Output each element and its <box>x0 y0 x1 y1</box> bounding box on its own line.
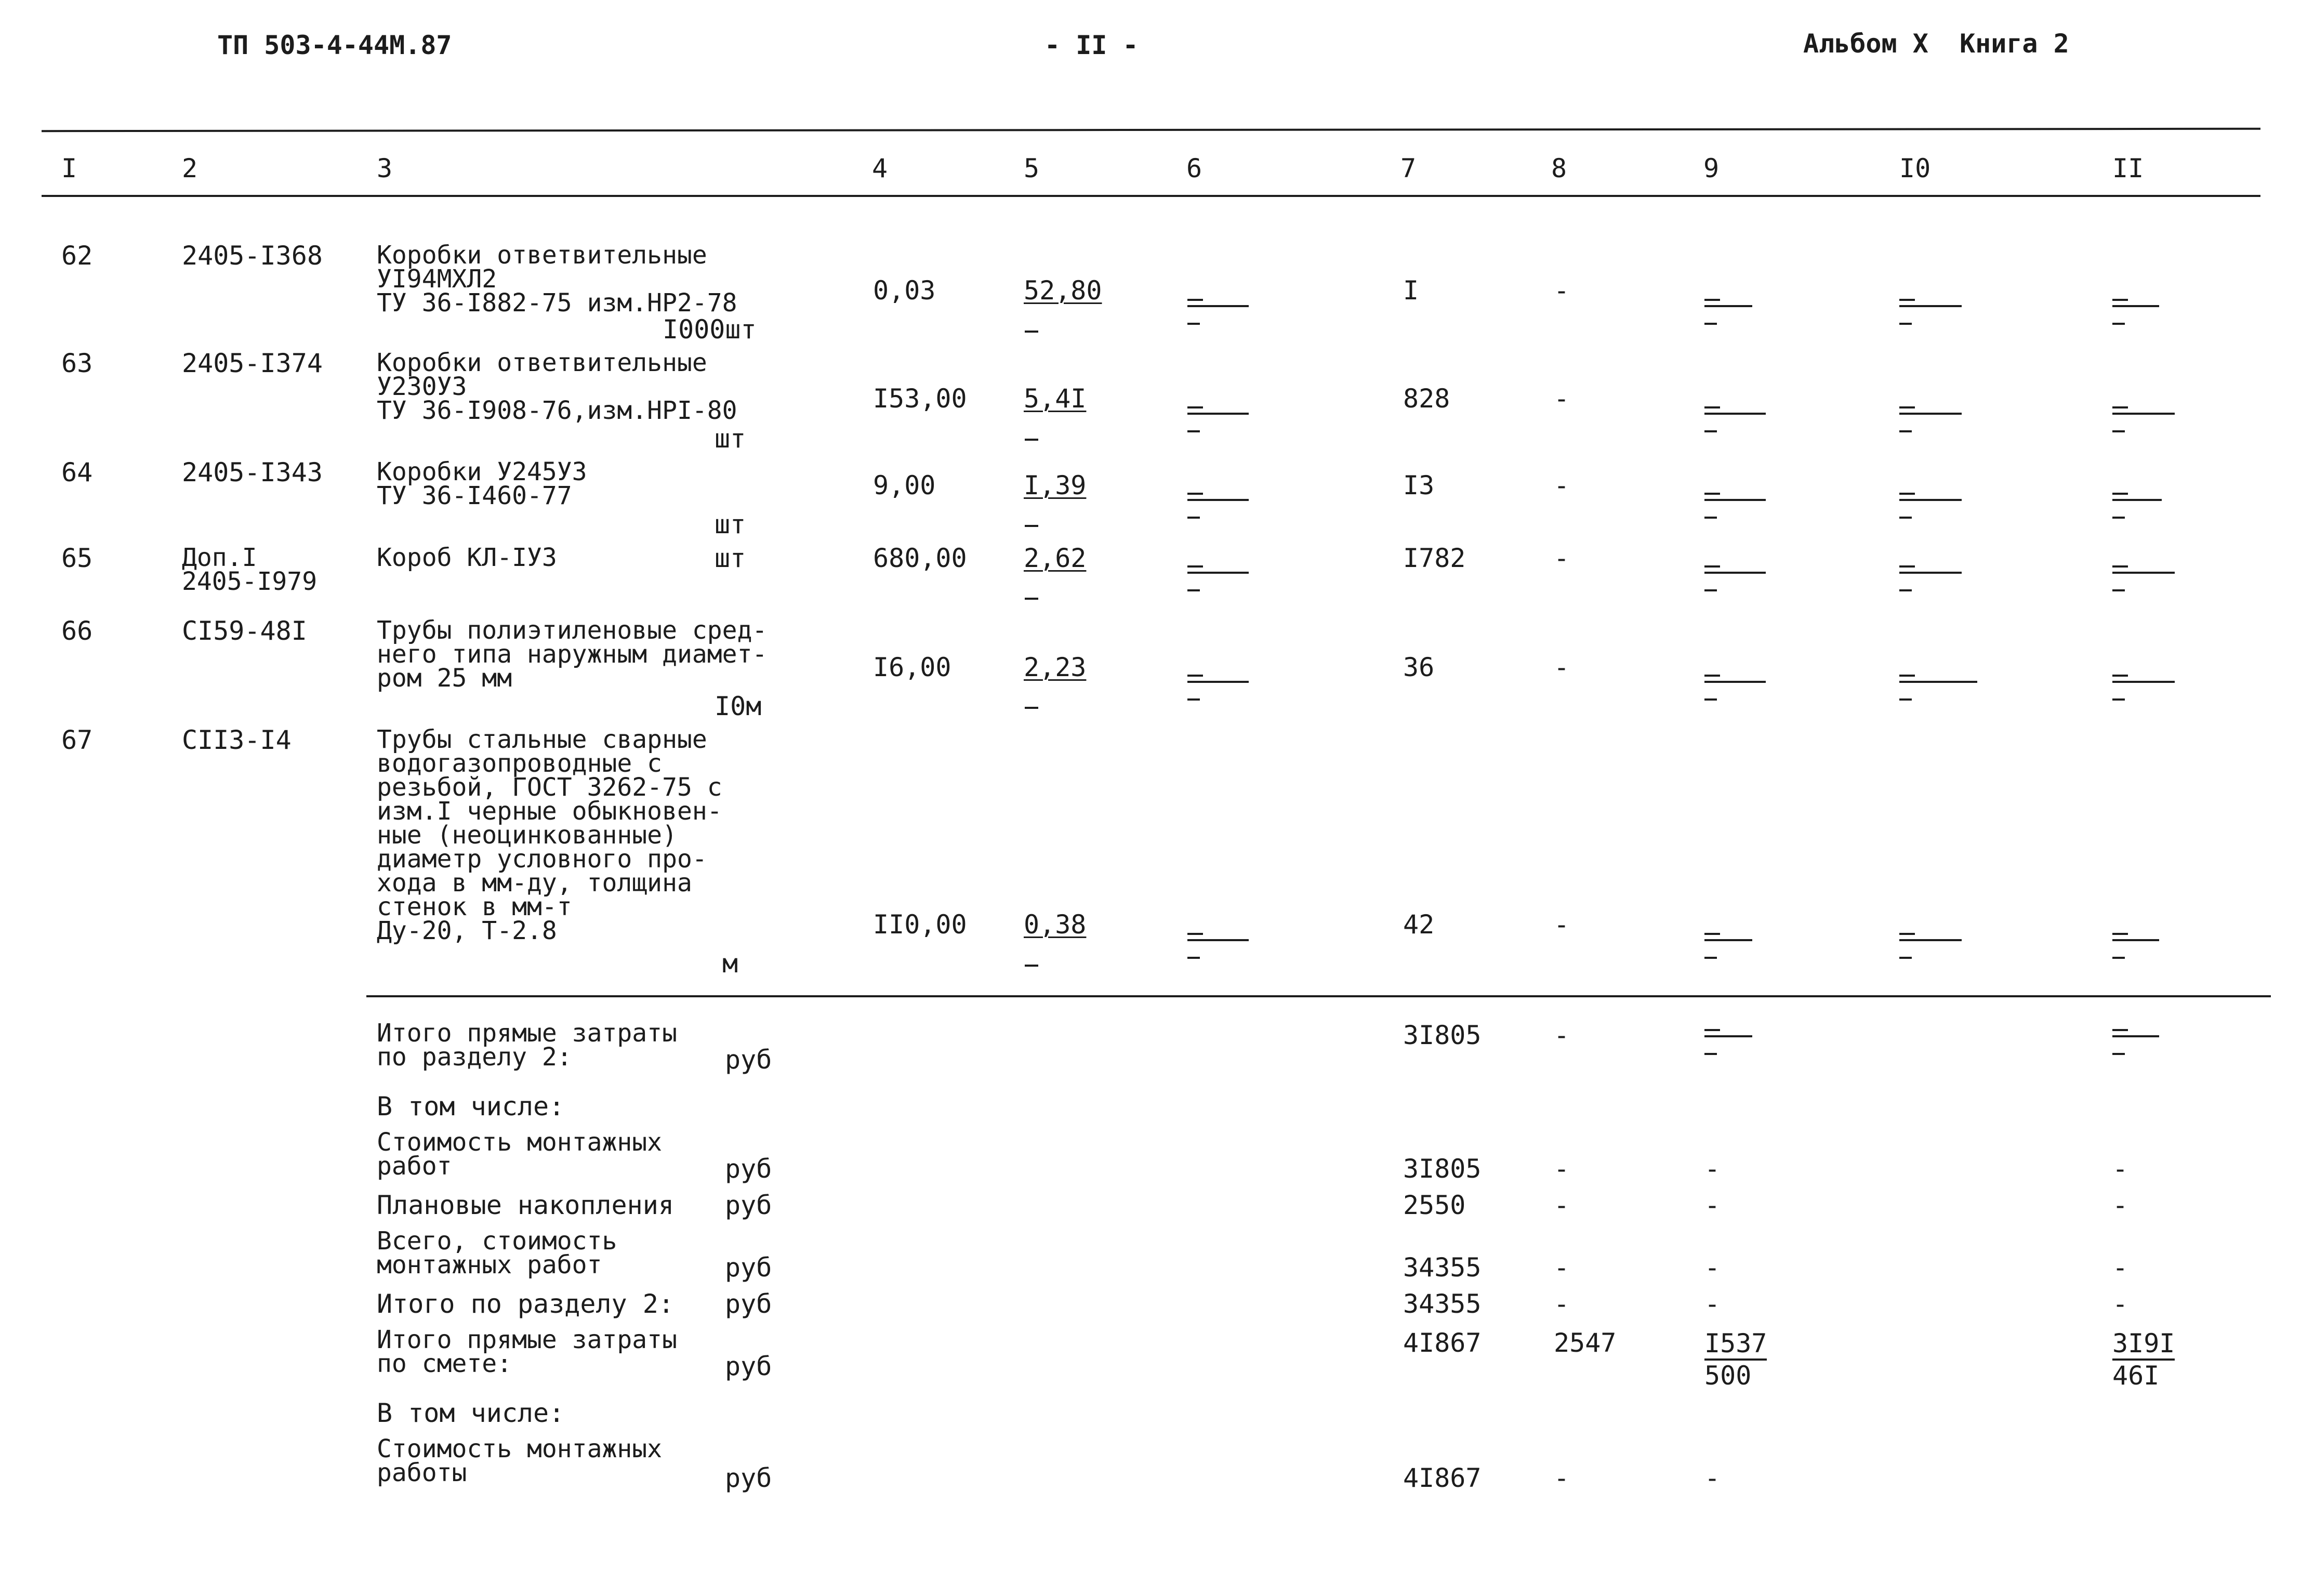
total-col11: - <box>2112 1252 2128 1283</box>
total-col8: - <box>1554 1289 1570 1319</box>
col9-fraction-dash <box>1704 917 1736 964</box>
col9-fraction-dash <box>1704 477 1736 524</box>
row-quantity: 680,00 <box>873 543 967 573</box>
col10-fraction-dash <box>1899 283 1930 330</box>
document-code: ТП 503-4-44М.87 <box>217 30 452 60</box>
col-header-7: 7 <box>1400 153 1417 183</box>
row-col7: 36 <box>1403 652 1435 682</box>
total-label: Всего, стоимость монтажных работ <box>377 1226 617 1280</box>
col-header-2: 2 <box>182 153 198 183</box>
col10-fraction-dash <box>1899 550 1930 597</box>
total-unit: руб <box>725 1045 772 1075</box>
row-col8: - <box>1554 275 1570 306</box>
col10-fraction-dash <box>1899 659 1930 706</box>
subtotal-heading: В том числе: <box>377 1398 565 1428</box>
total-col7: 34355 <box>1403 1252 1482 1283</box>
total-unit: руб <box>725 1252 772 1283</box>
row-unit: шт <box>715 543 746 573</box>
row-price: I,39 <box>1024 470 1087 500</box>
row-price: 2,62 <box>1024 543 1087 573</box>
total-col11: - <box>2112 1289 2128 1319</box>
col-header-10: I0 <box>1899 153 1931 183</box>
col11-fraction-dash <box>2112 550 2144 597</box>
col6-fraction-dash <box>1187 550 1219 597</box>
col9-fraction-dash <box>1704 391 1736 438</box>
col11-fraction-dash <box>2112 391 2144 438</box>
row-code: Доп.I 2405-I979 <box>182 543 318 596</box>
col-header-6: 6 <box>1186 153 1202 183</box>
col9-fraction-dash <box>1704 283 1736 330</box>
col6-fraction-dash <box>1187 659 1219 706</box>
row-price: 0,38 <box>1024 909 1087 940</box>
row-name: Коробки У245УЗ ТУ 36-I460-77 <box>377 457 587 510</box>
total-label: Итого по разделу 2: <box>377 1289 674 1319</box>
table-top-rule <box>42 128 2260 132</box>
row-unit: шт <box>715 509 746 539</box>
row-quantity: 9,00 <box>873 470 936 500</box>
col-header-3: 3 <box>377 153 393 183</box>
col6-fraction-dash <box>1187 917 1219 964</box>
total-col9-fraction <box>1704 1330 1767 1389</box>
row-price: 52,80 <box>1024 275 1102 306</box>
row-unit: м <box>722 948 738 979</box>
price-denominator-dash <box>1025 331 1038 333</box>
col10-fraction-dash <box>1899 477 1930 524</box>
row-code: СII3-I4 <box>182 725 292 755</box>
row-quantity: II0,00 <box>873 909 967 940</box>
total-col8: 2547 <box>1554 1328 1617 1358</box>
row-col7: I3 <box>1403 470 1435 500</box>
col-header-5: 5 <box>1024 153 1040 183</box>
total-unit: руб <box>725 1190 772 1220</box>
col6-fraction-dash <box>1187 391 1219 438</box>
row-col7: 828 <box>1403 384 1450 414</box>
col6-fraction-dash <box>1187 477 1219 524</box>
row-code: 2405-I343 <box>182 457 323 487</box>
total-col9: - <box>1704 1190 1721 1220</box>
total-unit: руб <box>725 1154 772 1184</box>
totals-separator-rule <box>366 995 2271 997</box>
row-number: 67 <box>61 725 93 755</box>
total-unit: руб <box>725 1351 772 1381</box>
row-quantity: I53,00 <box>873 384 967 414</box>
fraction-denominator: 46I <box>2112 1361 2160 1391</box>
col11-fraction-dash <box>2112 1013 2144 1060</box>
col11-fraction-dash <box>2112 917 2144 964</box>
total-col7: 3I805 <box>1403 1154 1482 1184</box>
col9-fraction-dash <box>1704 659 1736 706</box>
total-col9: - <box>1704 1463 1721 1493</box>
total-col7: 4I867 <box>1403 1463 1482 1493</box>
total-col7: 34355 <box>1403 1289 1482 1319</box>
total-col7: 4I867 <box>1403 1328 1482 1358</box>
col-header-9: 9 <box>1703 153 1720 183</box>
total-unit: руб <box>725 1289 772 1319</box>
col9-fraction-dash <box>1704 1013 1736 1060</box>
row-code: 2405-I374 <box>182 348 323 378</box>
total-label: Стоимость монтажных работы <box>377 1434 663 1487</box>
total-col9: - <box>1704 1252 1721 1283</box>
col10-fraction-dash <box>1899 917 1930 964</box>
col-header-4: 4 <box>872 153 888 183</box>
row-number: 65 <box>61 543 93 573</box>
total-col11: - <box>2112 1154 2128 1184</box>
row-col8: - <box>1554 652 1570 682</box>
col11-fraction-dash <box>2112 283 2144 330</box>
total-col7: 2550 <box>1403 1190 1466 1220</box>
row-col8: - <box>1554 543 1570 573</box>
row-col8: - <box>1554 470 1570 500</box>
col9-fraction-dash <box>1704 550 1736 597</box>
fraction-denominator: 500 <box>1704 1361 1752 1391</box>
row-price: 2,23 <box>1024 652 1087 682</box>
row-col8: - <box>1554 909 1570 940</box>
row-name: Короб КЛ-IУЗ <box>377 543 557 572</box>
total-label: Итого прямые затраты по смете: <box>377 1325 677 1378</box>
page-number: - II - <box>1044 30 1139 60</box>
row-name: Трубы стальные сварные водогазопроводные с резьбой, ГОСТ 3262-75 с изм.I черные обыкновен- ные (неоцинкованные) диаметр условного про- хода в мм-ду, толщина стенок в мм-т Ду-20, Т-2.8 <box>377 725 722 945</box>
total-unit: руб <box>725 1463 772 1493</box>
total-label: Итого прямые затраты по разделу 2: <box>377 1019 677 1072</box>
row-name: Коробки ответвительные УI94МХЛ2 ТУ 36-I882-75 изм.НР2-78 <box>377 241 737 318</box>
row-unit: I0м <box>715 691 762 721</box>
total-col11-fraction <box>2112 1330 2175 1389</box>
price-denominator-dash <box>1025 525 1038 527</box>
col-header-8: 8 <box>1551 153 1567 183</box>
row-quantity: I6,00 <box>873 652 951 682</box>
total-col8: - <box>1554 1190 1570 1220</box>
row-col7: I <box>1403 275 1419 306</box>
row-price: 5,4I <box>1024 384 1087 414</box>
row-name: Трубы полиэтиленовые сред- него типа наружным диамет- ром 25 мм <box>377 616 768 693</box>
total-col11: - <box>2112 1190 2128 1220</box>
total-label: Стоимость монтажных работ <box>377 1128 663 1181</box>
total-col9: - <box>1704 1289 1721 1319</box>
total-col7: 3I805 <box>1403 1020 1482 1050</box>
table-header-rule <box>42 195 2260 197</box>
row-col7: 42 <box>1403 909 1435 940</box>
total-col8: - <box>1554 1154 1570 1184</box>
total-col8: - <box>1554 1463 1570 1493</box>
subtotal-heading: В том числе: <box>377 1091 565 1122</box>
total-col8: - <box>1554 1252 1570 1283</box>
row-name: Коробки ответвительные У230УЗ ТУ 36-I908-76,изм.НРI-80 <box>377 348 737 425</box>
col-header-1: I <box>61 153 77 183</box>
total-label: Плановые накопления <box>377 1190 674 1220</box>
row-number: 66 <box>61 616 93 646</box>
album-label: Альбом X Книга 2 <box>1803 29 2069 59</box>
price-denominator-dash <box>1025 598 1038 600</box>
fraction-numerator: I537 <box>1704 1330 1767 1361</box>
price-denominator-dash <box>1025 439 1038 441</box>
row-unit: шт <box>715 424 746 454</box>
total-col9: - <box>1704 1154 1721 1184</box>
col11-fraction-dash <box>2112 659 2144 706</box>
row-quantity: 0,03 <box>873 275 936 306</box>
fraction-numerator: 3I9I <box>2112 1330 2175 1361</box>
price-denominator-dash <box>1025 707 1038 709</box>
total-col8: - <box>1554 1020 1570 1050</box>
price-denominator-dash <box>1025 965 1038 967</box>
row-code: 2405-I368 <box>182 241 323 271</box>
row-unit: I000шт <box>663 314 757 345</box>
col11-fraction-dash <box>2112 477 2144 524</box>
col10-fraction-dash <box>1899 391 1930 438</box>
row-col8: - <box>1554 384 1570 414</box>
col-header-11: II <box>2112 153 2144 183</box>
row-number: 63 <box>61 348 93 378</box>
row-number: 64 <box>61 457 93 487</box>
row-col7: I782 <box>1403 543 1466 573</box>
col6-fraction-dash <box>1187 283 1219 330</box>
row-code: СI59-48I <box>182 616 307 646</box>
row-number: 62 <box>61 241 93 271</box>
